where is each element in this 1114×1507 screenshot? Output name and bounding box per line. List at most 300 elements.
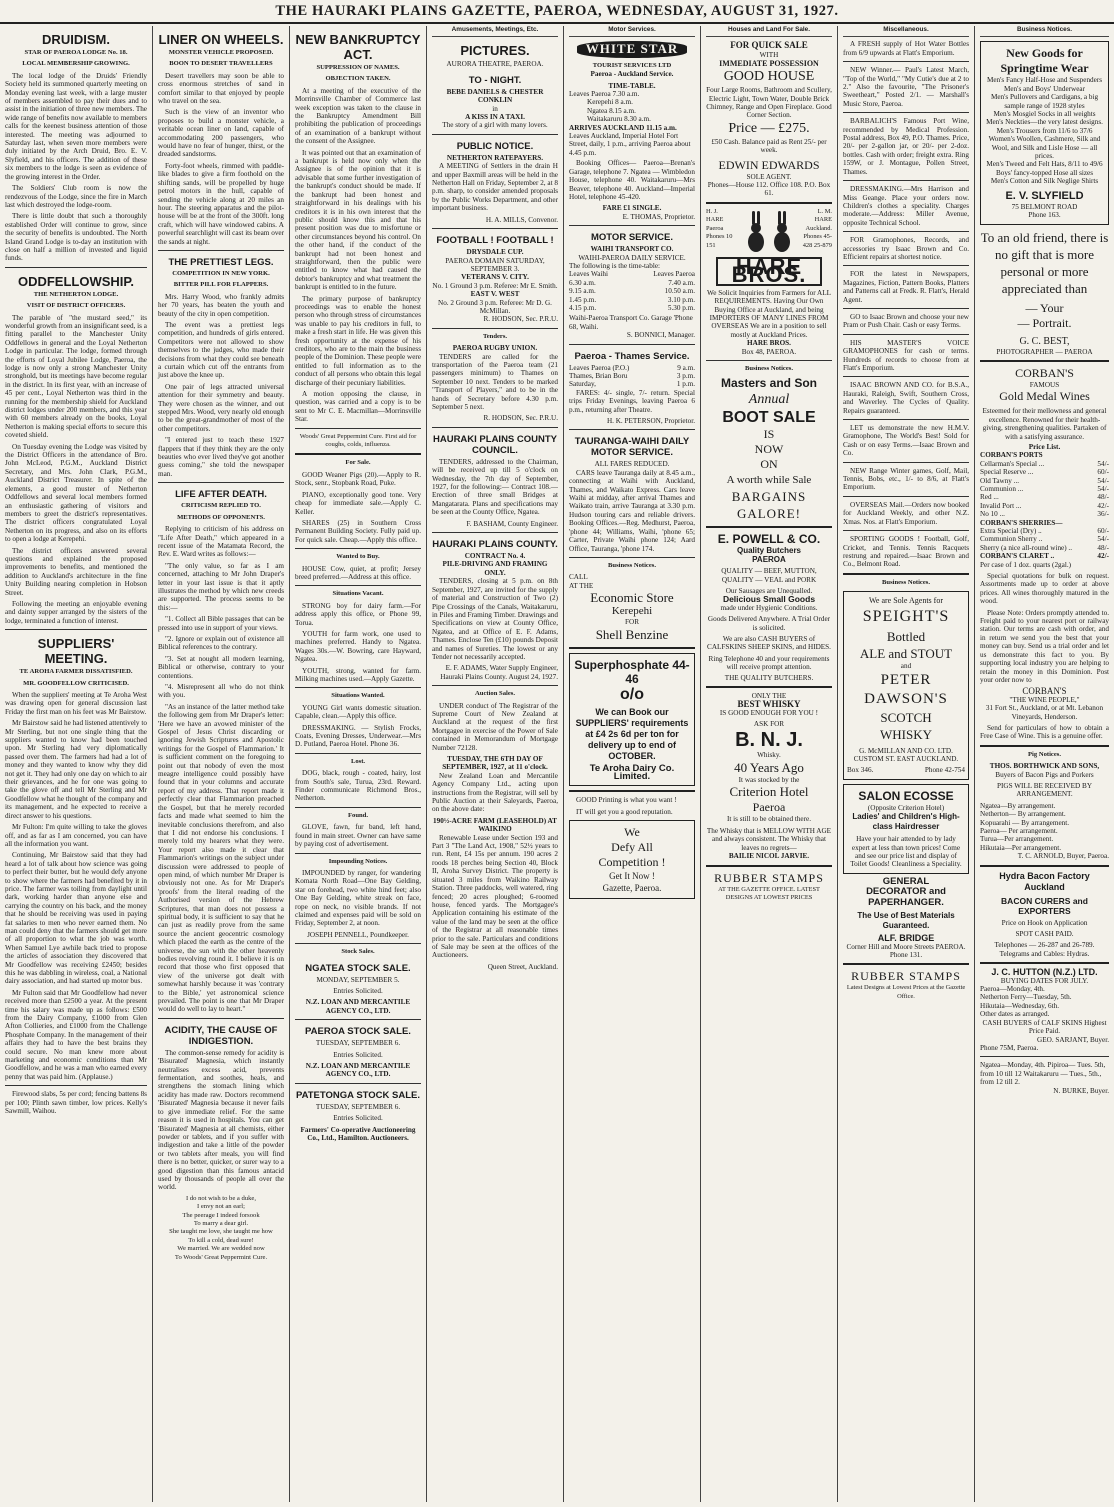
defy-get-it: Get It Now ! [609, 871, 655, 882]
sole-agent: SOLE AGENT. [746, 172, 792, 181]
claret-row: CORBAN'S CLARET .. 42/- [980, 552, 1109, 561]
for-sale-heading: For Sale. [345, 459, 371, 467]
rugby-body: TENDERS are called for the transportation of the Paeroa team (21 passengers minimum) to Thames on September 10 next. Tenders to be marked "Transport of Players," and to be in the hands of Secretary before 4.30 p.m. September 5 next. [432, 352, 558, 411]
materials: The Use of Best Materials Guaranteed. [857, 911, 955, 931]
agent-name: EDWIN EDWARDS [718, 157, 820, 172]
goods-item: Boys' fancy-topped Hose all sizes [995, 168, 1094, 177]
found-item: GLOVE, fawn, fur band, left hand, found in main street. Owner can have same by paying cost of advertisement. [295, 823, 421, 849]
legs-title: THE PRETTIEST LEGS. [168, 256, 274, 268]
boot-on: ON [760, 457, 778, 472]
borthwick: THOS. BORTHWICK AND SONS, [989, 762, 1100, 771]
corbans: CORBAN'S [1022, 686, 1067, 697]
match-1: VETERANS V. CITY. [461, 273, 529, 282]
netherton-body: A MEETING of Settlers in the drain H and upper Baxmill areas will be held in the Netherton Hall on Friday, September 2, at 8 p.m. sharp, to consider amended proposals by the Public Works Department, and other important business. [432, 162, 558, 213]
agent-phones: Phones—House 112. Office 108. P.O. Box 61. [707, 181, 831, 198]
timetable-line: Kerepehi 8 a.m. [587, 98, 633, 107]
public-notice-title: PUBLIC NOTICE. [456, 140, 534, 152]
stock-sale-date: MONDAY, SEPTEMBER 5. [316, 975, 400, 984]
county2-title: HAURAKI PLAINS COUNTY. [432, 539, 558, 551]
vacant-heading: Situations Vacant. [332, 590, 384, 598]
tenders-heading: Tenders. [482, 332, 508, 340]
odd-para-1: The parable of "the mustard seed," its wonderful growth from an insignificant seed, is a fitting parallel to the Manchester Unity Oddfellows in general and the Loyal Netherton Lodge in particular. The lodge, formed through the efforts of Loyal Jubilee Lodge, Paeroa, the lodge is now only a strong Manchester Unity stronghold, but its meetings have become regular in the district. In its first year, with an increase of 45 per cent., Loyal Netherton was third in the running for the membership shield for Auckland district lodges under 200 members, and this year with 60 members already on the books, Loyal Netherton is making special efforts to secure this coveted shield. [5, 313, 147, 440]
powell-sausages: Our Sausages are Unequalled. [725, 586, 813, 595]
waihi-times-header [569, 270, 695, 278]
stock-sale-agent: Farmers' Co-operative Auctioneering Co., Ltd., Hamilton. Auctioneers. [300, 1125, 416, 1143]
netherton-signature: H. A. MILLS, Convenor. [485, 215, 558, 224]
legs-para-4: "I entered just to teach these 1927 flappers that if they think they are the only beauties who ever lived they've got another guess coming," she told the newspaper man. [158, 436, 284, 478]
slyfield-address: 75 BELMONT ROAD [1011, 202, 1078, 211]
superphosphate-body: We can Book our SUPPLIERS' requirements at £4 2s 6d per ton for delivery up to end of OCTOBER. [575, 706, 689, 761]
corban-title: CORBAN'S [1015, 365, 1074, 380]
powell-delivered: Goods Delivered Anywhere. A Trial Order is solicited. [707, 615, 831, 632]
defy-all: Defy All [611, 840, 653, 855]
poem [158, 1195, 284, 1262]
port-row: Special Reserve ... 60/- [980, 468, 1109, 477]
business-notices-heading: Business Notices. [745, 364, 793, 372]
sherry-row: Communion Sherry .. 54/- [980, 535, 1109, 544]
bridge-phone: Phone 131. [889, 951, 923, 959]
best-whisky: BEST WHISKY [737, 699, 801, 710]
mellow-whisky: The Whisky that is MELLOW WITH AGE and always consistent. The Whisky that leaves no regrets— [706, 826, 832, 852]
misc-item: FOR Gramophones, Records, and accessories try Isaac Brown and Co. Efficient repairs at shortest notice. [843, 236, 969, 261]
poem-line: To marry a dear girl. [193, 1219, 249, 1227]
firewood-ad: Firewood slabs, 5s per cord; fencing battens 8s per 100; Plinth sawn timber, low prices. Kelly's Sawmill, Waihou. [5, 1090, 147, 1116]
farm-title: 190½-ACRE FARM (LEASEHOLD) AT WAIKINO [433, 816, 557, 834]
house-price: Price — £275. [728, 120, 810, 136]
bacon-curers: BACON CURERS and EXPORTERS [1001, 895, 1088, 916]
ports-heading: CORBAN'S PORTS [980, 451, 1043, 460]
acidity-para: The common-sense remedy for acidity is 'Bisurated' Magnesia, which instantly neutralises excess acid, prevents fermentation, and soothes, heals, and strengthens the stomach lining which acidity has made raw. Doctors recommend 'Bisurated' Magnesia because it never fails to give immediate relief. For the same reason it is used in hospitals. You can get 'Bisurated' Magnesia at all chemists, either powder or tablets, and if you suffer with indigestion and take a little of the powder or two tablets after meals, you will find there is no better, quicker, or surer way to a good digestion than this famous antacid used by thousands of people all over the world. [158, 1048, 284, 1192]
goods-item: Women's Woollen, Cashmere, Silk and Wool, and Silk and Lisle Hose — all prices. [988, 135, 1101, 161]
life-para-7: "As an instance of the latter method take the following gem from Mr Draper's letter: 'Here we have an avowed minister of the Gospel of Jesus Christ discarding or ignoring Jewish Scriptures and Apostolic writings for the Gospel of Flammarion.' It is sufficient comment on the foregoing to point out that nobody of even the most meagre intelligence could possibly have found that in your columns and accurate report of my address. That report made it perfectly clear that Flammarion preached the Gospel, but that he merely recorded facts and made what seemed to him the inevitable conclusions therefrom, and also that I did not endorse his conclusions. I merely told my hearers what they were. Your report also made it clear that Flammarion's writings on the subject under discussion were addressed to people of open mind, of which number Mr Draper is obviously not one. As for Mr Draper's 'proofs' from the literal reading of the Authorised version of the Hebrew Scriptures, that man does not possess a spiritual body, it is sufficient to say that he can just as readily prove from the same source the ancient geocentric cosmology which placed the earth as the centre of the universe, the sun with the other heavenly bodies revolving round it. I believe it is on record that those who first opposed that view of the universe got dealt with somewhat harshly because it was 'contrary to the Bible,' yet astronomical science prevailed. The point is one that Mr Draper would do well to lay to heart." [158, 702, 284, 1014]
stock-sale-agent: N.Z. LOAN AND MERCANTILE AGENCY CO., LTD. [305, 998, 411, 1015]
rubber-stamps-sub: AT THE GAZETTE OFFICE. LATEST DESIGNS AT LOWEST PRICES [718, 885, 820, 901]
booking-offices: Booking Offices— Paeroa—Brenan's Garage, telephone 7. Ngatea — Wimbledon House, telephone 40. Waitakaruru—Mrs Beaver, telephone 40. Auckland—Imperial Hotel, telephone 45-420. [569, 159, 695, 201]
white-star-signature: E. THOMAS, Proprietor. [622, 212, 695, 221]
misc-item: FOR the latest in Newspapers, Magazines, Fiction, Pattern Books, Platters and Patterns call at Fredk. R. Flatt's, Herald Agent. [843, 270, 969, 304]
waihi-time-row: 6.30 a.m. 7.40 a.m. [569, 278, 695, 287]
powell-butchers: Quality Butchers [736, 546, 801, 556]
powell-ring: Ring Telephone 40 and your requirements will receive prompt attention. [708, 654, 830, 672]
timetable-line: ARRIVES AUCKLAND 11.15 a.m. [569, 123, 677, 132]
column-3 [289, 26, 426, 1502]
suppliers-sub: TE AROHA FARMER DISSATISFIED. [19, 668, 133, 676]
for-label: FOR [625, 618, 639, 627]
stock-sale-entries: Entries Solicited. [333, 986, 383, 995]
thames-time-row: Leaves Paeroa (P.O.) 9 a.m. [569, 363, 695, 372]
life-para-2: "The only value, so far as I am concerned, attaching to Mr John Draper's letter in your last issue is that it aptly illustrates the method by which new creeds are supported. The process seems to be this:— [158, 561, 284, 612]
per-case: Per case of 1 doz. quarts (2gal.) [980, 560, 1072, 569]
vacant-item: YOUTH for farm work, one used to machines preferred. Handy to Ngatea. Wages 30s.—W. Bowring, care Hayward, Ngatea. [295, 629, 421, 664]
good-printing: GOOD Printing is what you want ! [576, 796, 677, 805]
your: — Your [1025, 300, 1064, 315]
hare-box: Box 48, PAEROA. [741, 347, 797, 356]
boot-is: IS [763, 427, 775, 442]
defy-gazette: Gazette, Paeroa. [602, 883, 662, 894]
stock-sale-entries: Entries Solicited. [333, 1114, 383, 1123]
criterion-hotel: Criterion Hotel [729, 784, 809, 800]
good-house: GOOD HOUSE [723, 69, 815, 85]
mcmillan-phone: Phone 42-754 [924, 766, 965, 775]
misc-item: OVERSEAS Mail.—Orders now booked for Auckland Weekly, and other N.Z. Xmas. Nos. at Flatt's Emporium. [843, 500, 969, 526]
waihi-transport-co: WAIHI TRANSPORT CO. [590, 245, 674, 254]
salon-ladies: Ladies' and Children's High-class Hairdresser [852, 812, 960, 832]
masthead: THE HAURAKI PLAINS GAZETTE, PAEROA, WEDNESDAY, AUGUST 31, 1927. [0, 0, 1114, 24]
supp-para-1: When the suppliers' meeting at Te Aroha West was drawing open for general discussion last Friday the first man on his feet was Mr Bairstow. [5, 691, 147, 716]
buying-dates: BUYING DATES FOR JULY. [1000, 976, 1089, 985]
liner-sub: MONSTER VEHICLE PROPOSED. [168, 49, 274, 56]
situation-item: DRESSMAKING. — Stylish Frocks, Coats, Evening Dresses, Underwear.—Mrs D. Putland, Paeroa Hotel. Phone 36. [295, 723, 421, 749]
rubber-stamps: RUBBER STAMPS [714, 870, 824, 885]
stocked-by: It was stocked by the [738, 776, 800, 785]
pigs-received: PIGS WILL BE RECEIVED BY ARRANGEMENT. [996, 781, 1093, 799]
life-para-4: "2. Ignore or explain out of existence all Biblical references to the contrary. [158, 634, 284, 652]
stock-sale-title: PAEROA STOCK SALE. [305, 1026, 411, 1038]
match-2-details: No. 2 Ground 3 p.m. Referee: Mr D. G. McMillan. [438, 298, 552, 315]
salon-ad [843, 784, 969, 874]
liner-para-2: Such is the view of an inventor who proposes to build a monster vehicle, a veritable ocean liner on land, capable of accommodating 200 passengers, who would have no fear of hunger, thirst, or the dreaded sandstorms. [158, 108, 284, 159]
impounding-signature: JOSEPH PENNELL, Poundkeeper. [307, 930, 409, 939]
film-desc: The story of a girl with many lovers. [442, 121, 548, 130]
powell-smallgoods: Delicious Small Goods [722, 594, 816, 605]
wanted-item: HOUSE Cow, quiet, at profit; Jersey breed preferred.—Address at this office. [295, 564, 421, 581]
salon-ecosse: SALON ECOSSE [858, 788, 954, 803]
dairy-company: Te Aroha Dairy Co. Limited. [589, 762, 675, 782]
match-2: EAST V. WEST [470, 290, 520, 299]
supp-para-4: Continuing, Mr Bairstow said that they had heard a lot of talk about how science was going to perfect their butter, but he would defy anyone to show where the farmers had benefited by it in price. The farmer was toiling from daylight until dark, working harder than anyone else and carrying the country on his back, and the money that he should be receiving was used in paying fat salaries to men who never earned them. No man could deny that the farmers should get more of all proportion to what the job was worth. When Samuel Lye awhile back tried to propose the articles of association they discovered that Mr Goodfellow was receiving £2450; besides this he was dabbling in wireless, coal, a National dairy association, and had started up motor bus. [5, 851, 147, 986]
port-row: Red ... 48/- [980, 493, 1109, 502]
quality-butchers: THE QUALITY BUTCHERS. [724, 673, 814, 682]
waihi-time-row: 1.45 p.m. 3.10 p.m. [569, 295, 695, 304]
waihi-col-head: Leaves Waihi [569, 270, 609, 279]
spot-cash: SPOT CASH PAID. [1015, 930, 1074, 939]
sherry-row: Extra Special (Dry) .. 60/- [980, 527, 1109, 535]
house-terms: £50 Cash. Balance paid as Rent 25/- per week. [711, 137, 827, 155]
misc-item: A FRESH supply of Hot Water Bottles from 6/9 upwards at Flatt's Emporium. [843, 40, 969, 57]
oddfellowship-title: ODDFELLOWSHIP. [17, 273, 135, 289]
sole-agents: We are Sole Agents for [869, 596, 943, 606]
gc-best: G. C. BEST, [1019, 335, 1070, 347]
only-the: ONLY THE [751, 692, 787, 701]
decorator: DECORATOR and PAPERHANGER. [866, 886, 946, 909]
hutton-date: Hikutaia—Wednesday, 6th. [980, 1001, 1059, 1010]
burke: N. BURKE, Buyer. [1053, 1086, 1109, 1095]
poem-line: I do not wish to be a duke, [186, 1194, 256, 1202]
bridge-corner: Corner Hill and Moore Streets PAEROA. [846, 942, 966, 951]
vacant-item: YOUTH, strong, wanted for farm. Milking machines used.—Apply Gazette. [295, 666, 421, 683]
bnj: B. N. J. [735, 728, 803, 751]
odd-para-4: Following the meeting an enjoyable evening and dainty supper arranged by the sisters of the lodge, terminated a function of interest. [5, 599, 147, 625]
rugby-signature: R. HODSON, Sec. P.R.U. [483, 414, 558, 423]
bankruptcy-title: NEW BANKRUPTCY ACT. [295, 32, 421, 62]
amusements-column-head: Amusements, Meetings, Etc. [432, 26, 558, 37]
pig-place: Kopuarahi — By arrangement. [980, 818, 1070, 827]
new-goods: New Goods for Springtime Wear [1000, 46, 1089, 76]
alf-bridge: ALF. BRIDGE [877, 933, 935, 944]
film-title: A KISS IN A TAXI. [465, 113, 525, 122]
hare-right: L. M. HARE Auckland. Phones 45-428 25-879 [802, 207, 832, 249]
wine-people: "THE WINE PEOPLE," [1009, 695, 1080, 704]
timetable-line: Ngatea 8.15 a.m. [587, 106, 636, 115]
rubber-stamps: RUBBER STAMPS [851, 969, 961, 984]
mcmillan-contact [847, 766, 965, 774]
economic-store: Economic Store [590, 590, 674, 606]
general: GENERAL [882, 875, 930, 887]
hare-bros-ad [706, 208, 832, 254]
port-row: Invalid Port ... 42/- [980, 501, 1109, 510]
galore: GALORE! [736, 506, 802, 522]
column-6 [700, 26, 837, 1502]
immediate-possession: IMMEDIATE POSSESSION [719, 58, 819, 68]
timetable-line: Leaves Auckland, Imperial Hotel Fort Street, daily, 1 p.m., arriving Paeroa about 4.45 p.m. [569, 132, 691, 157]
still-obtained: It is still to be obtained there. [726, 815, 812, 824]
legs-sub: COMPETITION IN NEW YORK. [172, 269, 270, 277]
football-signature: R. HODSON, Sec. P.R.U. [483, 315, 558, 324]
bailie: BAILIE NICOL JARVIE. [728, 852, 810, 861]
county-body: TENDERS, addressed to the Chairman, will be received up till 5 o'clock on Wednesday, the 7th day of September, 1927, for the following:— Contract 108.—Erection of three small Bridges at Mangatarata. Plans and specifications may be seen at the County Office, Ngatea. [432, 457, 558, 517]
bank-para-2: It was pointed out that an examination of a bankrupt is held now only when the Assignee is of the opinion that it is advisable that some further investigation of the bankrupt's conduct should be made. If the bankrupt had been honest and straightforward in his dealings with his creditors it is in his own interest that the public should know this and that his present position was due to misfortune or other circumstances beyond his control. On the other hand, if the conduct of the bankrupt had not been honest and straightforward, then the public were entitled to know what had caused the debtor's bankruptcy and what treatment the bankrupt is entitled to in the future. [295, 148, 421, 292]
lost-heading: Lost. [350, 757, 366, 765]
oddfellowship-sub: THE NETHERTON LODGE. [33, 290, 119, 298]
peter: PETER [880, 671, 932, 688]
custom-st: CUSTOM ST. EAST AUCKLAND. [853, 754, 959, 763]
suppliers-title: SUPPLIERS' MEETING. [37, 636, 115, 667]
old-friend: To an old friend, there is no gift that is more personal or more appreciated than [980, 229, 1109, 296]
poem-line: We married. We are wedded now [177, 1245, 265, 1253]
odd-para-3: The district officers answered several questions and explained the proposed improvements to benefits, and mentioned the addition to Auckland's architecture in the fine Unity Building nearing completion in Hobson Street. [5, 546, 147, 597]
white-star-sub: TOURIST SERVICES LTD [592, 61, 672, 69]
speights-ad [843, 591, 969, 780]
slyfield-name: E. V. SLYFIELD [1005, 189, 1084, 202]
stock-sale-title: PATETONGA STOCK SALE. [295, 1089, 421, 1101]
pile-signature: E. F. ADAMS, Water Supply Engineer, Hauraki Plains County. August 24, 1927. [440, 664, 558, 681]
pig-notices-heading: Pig Notices. [1028, 750, 1061, 758]
timetable-title: TIME-TABLE. [608, 81, 656, 90]
waihi-signature: S. BONNICI, Manager. [626, 331, 695, 340]
sarjant: GEO. SARJANT, Buyer. [1037, 1035, 1109, 1044]
powell-hygienic: made under Hygienic Conditions. [720, 603, 818, 612]
superphosphate-percent: o/o [620, 685, 644, 703]
boot-now: NOW [754, 442, 784, 457]
life-sub: CRITICISM REPLIED TO. [181, 502, 261, 510]
corban-famous: FAMOUS [1029, 380, 1060, 389]
vacant-item: STRONG boy for dairy farm.—For address apply this office, or Phone 99, Torua. [295, 601, 421, 627]
goods-item: Men's Cotton and Silk Neglige Shirts [990, 177, 1099, 186]
auction-body: UNDER conduct of The Registrar of the Supreme Court of New Zealand at Auckland at the request of the first Mortgagee in exercise of the Power of Sale contained in Memorandum of Mortgage Number 72128. [432, 701, 558, 752]
match-1-details: No. 1 Ground 3 p.m. Referee: Mr E. Smith. [432, 281, 558, 290]
price-list: Price List. [1028, 442, 1061, 451]
fare: FARE £1 SINGLE. [602, 204, 662, 213]
suppliers-sub2: MR. GOODFELLOW CRITICISED. [23, 679, 129, 687]
quick-sale: FOR QUICK SALE [730, 40, 808, 51]
poem-line: I envy not an earl; [197, 1203, 245, 1211]
misc-item: BARBALICH'S Famous Port Wine, recommended by Medical Profession. Postal address, Box 49, P.O. Thames. Price, 20/- per 2-gallon jar, or 20/- per 2-doz. bottles. Cash with order; freight extra. Ring 159W, or J. Montague, Pollen Street, Thames. [843, 117, 969, 176]
port-row: Cellarman's Special ... 54/- [980, 459, 1109, 468]
stock-sale-title: NGATEA STOCK SALE. [305, 962, 411, 974]
hare-left: H. J. HARE Paeroa Phones 10 151 [706, 207, 733, 249]
dawsons: DAWSON'S [864, 690, 948, 707]
superphosphate-title: Superphosphate 44-46 [574, 657, 690, 686]
stock-sale-date: TUESDAY, SEPTEMBER 6. [315, 1039, 401, 1048]
misc-item: DRESSMAKING.—Mrs Harrison and Miss Geange. Place your orders now. Children's clothes a speciality. Charges moderate.—Address: Miller Avenue, opposite Technical School. [843, 185, 969, 227]
sherries-heading: CORBAN'S SHERRIES— [980, 518, 1063, 527]
pig-place: Hikutaia—Per arrangement. [980, 843, 1062, 852]
thames-signature: H. K. PETERSON, Proprietor. [606, 417, 695, 426]
defy-we: We [624, 825, 640, 840]
mcmillan: G. McMILLAN AND CO. LTD. [859, 746, 953, 755]
column-1 [0, 26, 152, 1502]
oddfellowship-sub2: VISIT OF DISTRICT OFFICERS. [26, 302, 126, 310]
situations-wanted-heading: Situations Wanted. [331, 692, 385, 700]
supp-para-3: Mr Fulton: I'm quite willing to take the gloves off, and as far as I am concerned, you can have all the information you want. [5, 823, 147, 848]
tonight: TO - NIGHT. [468, 74, 522, 86]
shell-benzine: Shell Benzine [595, 626, 669, 642]
druidism-sub: STAR OF PAEROA LODGE No. 18. [24, 49, 128, 56]
legs-para-1: Mrs. Harry Wood, who frankly admits her 70 years, has beaten the youth and beauty of the city in open competition. [158, 292, 284, 318]
thames-time-row: Thames, Brian Boru 3 p.m. [569, 372, 695, 380]
bottled: Bottled [886, 629, 926, 645]
houses-column-head: Houses and Land For Sale. [706, 26, 832, 37]
rubber-stamps-sub: Latest Designs at Lowest Prices at the Gazette Office. [846, 984, 966, 1000]
theatre-name: AURORA THEATRE, PAEROA. [446, 60, 544, 69]
pile-driving: PILE-DRIVING AND FRAMING ONLY. [442, 560, 548, 577]
misc-item: LET us demonstrate the new H.M.V. Gramophone, The World's Best! Sold for Cash or on easy Terms.—Isaac Brown and Co. [843, 424, 969, 458]
motor-column-head: Motor Services. [569, 26, 695, 37]
criterion-paeroa: Paeroa [752, 800, 786, 815]
hare-bros-logo: HARE BROS. [716, 257, 822, 286]
druidism-title: DRUIDISM. [42, 32, 110, 47]
white-star-route: Paeroa - Auckland Service. [590, 70, 674, 79]
powell-buyers: We are also CASH BUYERS of CALFSKINS SHEEP SKINS, and HIDES. [707, 635, 831, 652]
bankruptcy-sub2: OBJECTION TAKEN. [325, 75, 391, 83]
column-7 [837, 26, 974, 1502]
life-para-6: "4. Misrepresent all who do not think with you. [158, 683, 284, 700]
bnj-whisky: Whisky. [757, 750, 781, 759]
acidity-title: ACIDITY, THE CAUSE OF INDIGESTION. [164, 1024, 278, 1047]
powell-name: E. POWELL & CO. [717, 532, 821, 547]
misc-item: SPORTING GOODS ! Football, Golf, Cricket, and Tennis. Tennis Racquets restrung and repaired.—Isaac Brown and Co., Belmont Road. [843, 535, 969, 569]
column-4 [426, 26, 563, 1502]
good-reputation: IT will get you a good reputation. [576, 807, 673, 816]
misc-item: NEW Winner.— Paul's Latest March, "Top of the World," "My Cutie's due at 2 to 2." Also the favourite, "The Prisoner's Sweetheart," Posted 2/1. — Marshall's Music Store, Paeroa. [843, 66, 969, 108]
timetable-line: Waitakaruru 8.30 a.m. [587, 115, 651, 124]
waihi-time-row: 4.15 p.m. 5.30 p.m. [569, 303, 695, 312]
port-row: Communion ... 54/- [980, 484, 1109, 493]
poem-line: She taught me love, she taught me how [169, 1228, 273, 1236]
county-title: HAURAKI PLAINS COUNTY COUNCIL. [432, 433, 558, 456]
slyfield-ad [980, 41, 1109, 224]
arnold: T. C. ARNOLD, Buyer, Paeroa. [1017, 852, 1109, 861]
bank-para-4: A motion opposing the clause, in question, was carried and a copy is to be sent to Mr C. E. Macmillan—Morrinsville Star. [295, 390, 421, 424]
supp-para-2: Mr Bairstow said he had listened attentively to Mr Sterling, but not one single thing that the suppliers wanted to know had been touched upon. Mr Sterling had very diplomatically passed over them. The farmers had had a lot of money and they wanted to know why they did not get it. They had only one day on which to air their grievances, and he for one was going to take the glove off and tell Mr Sterling and Mr Goodfellow what he thought of the company and its management, and he expected to receive a direct answer to his questions. [5, 719, 147, 820]
found-heading: Found. [348, 811, 368, 819]
corban-quotations: Special quotations for bulk on request. Assortments made up to order at above prices. All wines thoroughly matured in the wood. [980, 572, 1109, 606]
goods-item: Men's Tweed and Felt Hats, 8/11 to 49/6 [986, 160, 1103, 169]
farm-signature: Queen Street, Auckland. [487, 962, 558, 971]
impounding-heading: Impounding Notices. [328, 857, 388, 865]
stock-sale-entries: Entries Solicited. [333, 1050, 383, 1059]
misc-item: ISAAC BROWN AND CO. for B.S.A., Hauraki, Raleigh, Swift, Southern Cross, and Waverley. The Cycles of Quality. Repairs guaranteed. [843, 381, 969, 415]
boot-sale: BOOT SALE [722, 409, 816, 427]
rugby-union: PAEROA RUGBY UNION. [452, 344, 538, 353]
goods-item: Men's Neckties—the very latest designs. [986, 118, 1103, 127]
bank-para-3: The primary purpose of bankruptcy proceedings was to enable the honest person who through stress of circumstances was unable to pay his creditors in full, to make a fresh start in life. He was given this fresh opportunity at the expense of his creditors, who are to the main the business people of the Dominion. These people were entitled to full information as to the conduct of all persons who obtain this legal discharge of their pecuniary liabilities. [295, 294, 421, 387]
farm-body: Renewable Lease under Section 193 and Part 3 "The Land Act, 1908," 52½ years to run. Rent, £4 15s per annum. 190 acres 2 roods 18 perches being Section 40, Block II, Aroha Survey District. The property is situated 3 miles from Waikino Railway Station. Three paddocks, well watered, ring fenced; 20 acres ploughed; 6-roomed house, fenced yards. The Mortgagee's Application containing his estimate of the value of the land may be seen at the office of the Registrar at all reasonable times prior to the sale. Particulars and conditions of Sale may be seen at the offices of the Auctioneers. [432, 833, 558, 960]
druidism-para-3: There is little doubt that such a thoroughly established Order will continue to grow, since the security of benefits is undoubted. The North Island Grand Lodge is to-day an institution with close on half a million of invested and liquid funds. [5, 212, 147, 263]
free-case: Send for particulars of how to obtain a Free Case of Wine. This is a genuine offer. [980, 723, 1109, 741]
waihi-motor-service: MOTOR SERVICE. [591, 232, 673, 244]
defy-competition: Competition ! [598, 855, 666, 870]
masters-and-son: Masters and Son [720, 376, 818, 391]
photographer: PHOTOGRAPHER — PAEROA [996, 347, 1093, 356]
stock-sales-heading: Stock Sales. [341, 948, 375, 956]
column-2 [152, 26, 289, 1502]
kerepehi: Kerepehi [611, 605, 653, 618]
situation-item: YOUNG Girl wants domestic situation. Capable, clean.—Apply this office. [295, 703, 421, 721]
defy-ad [569, 820, 695, 899]
life-sub2: METHODS OF OPPONENTS. [177, 513, 265, 521]
price-on-hook: Price on Hook on Application [1001, 918, 1088, 927]
other-dates: Other dates as arranged. [980, 1010, 1050, 1019]
ask-for: ASK FOR [753, 720, 785, 729]
auction-heading: Auction Sales. [475, 690, 515, 698]
call-at: CALL [569, 573, 588, 582]
hutton-date: Paeroa—Monday, 4th. [980, 985, 1045, 994]
phone-75m: Phone 75M, Paeroa. [980, 1043, 1039, 1052]
powell-paeroa: PAEROA [752, 554, 786, 564]
odd-para-2: On Tuesday evening the Lodge was visited by the District Officers in the attendance of Bro. John McLeod, P.G.M., Auckland District Secretary, and Mrs. John Clark, P.G.M., Auckland District Treasurer. In spite of the elements, a good muster of Netherton Oddfellows and several local members formed an enthusiastic gathering of visitors and members to greet the district's representatives. The district officers congratulated Loyal Netherton on its progress, and also on its efforts to open a lodge at Kerepehi. [5, 442, 147, 544]
for-sale-item: PIANO, exceptionally good tone. Very cheap for immediate sale.—Apply C. Keller. [295, 490, 421, 516]
hare-signature: HARE BROS. [747, 339, 791, 348]
misc-item: NEW Range Winter games, Golf, Mail, Tennis, Bobs, etc., 1/- to 8/6, at Flatt's Emporium. [843, 466, 969, 492]
portrait: — Portrait. [1017, 315, 1072, 330]
impounding-item: IMPOUNDED by ranger, for wandering Komata North Road—One Bay Gelding, star on forehead, two white hind feet; also One Bay Gelding, white streak on face, rope on neck, no visible brands. If not claimed and expenses paid will be sold on Friday, September 2, at noon. [295, 868, 421, 928]
thames-time-row: Saturday, 1 p.m. [569, 380, 695, 389]
liner-para-1: Desert travellers may soon be able to cross enormous stretches of sand in comfort similar to that enjoyed by people who travel on the sea. [158, 71, 284, 106]
tauranga-sub: ALL FARES REDUCED. [594, 460, 670, 469]
county-signature: F. BASHAM, County Engineer. [466, 519, 558, 528]
thames-fares: FARES: 4/- single, 7/- return. Special trips Friday Evenings, leaving Paeroa 6 p.m., returning after Theatre. [569, 388, 695, 414]
hutton-date: Netherton Ferry—Tuesday, 5th. [980, 993, 1072, 1002]
with-label: WITH [759, 51, 779, 60]
life-para-5: "3. Set at nought all modern learning, Biblical or otherwise, contrary to your contentions. [158, 654, 284, 680]
life-para-3: "1. Collect all Bible passages that can be pressed into use in support of your views. [158, 615, 284, 632]
misc-column-head: Miscellaneous. [843, 26, 969, 37]
pictures-title: PICTURES. [460, 43, 530, 59]
film-in: in [492, 104, 498, 113]
hutton: J. C. HUTTON (N.Z.) LTD. [991, 967, 1098, 978]
pig-place: Turua—Per arrangement. [980, 835, 1054, 844]
goods-item: Men's Pullovers and Cardigans, a big sample range of 1928 styles [990, 93, 1099, 110]
hare-body: We Solicit Inquiries from Farmers for ALL REQUIREMENTS. Having Our Own Buying Office at Auckland, and being IMPORTERS OF MANY LINES FROM OVERSEAS We are in a position to sell mostly at Auckland Prices. [707, 288, 831, 339]
legs-sub2: BITTER PILL FOR FLAPPERS. [173, 281, 269, 289]
stock-sale-date: TUESDAY, SEPTEMBER 6. [315, 1102, 401, 1111]
corban-esteemed: Esteemed for their mellowness and general excellence. Renowned for their health-giving, strengthening qualities. Partaken of with a satisfying assurance. [982, 407, 1107, 441]
borthwick-buyers: Buyers of Bacon Pigs and Porkers [995, 770, 1094, 779]
whisky: WHISKY [880, 726, 932, 742]
salon-opposite: (Opposite Criterion Hotel) [867, 803, 945, 812]
business-notices-heading: Business Notices. [882, 578, 930, 586]
druidism-sub2: LOCAL MEMBERSHIP GROWING. [22, 60, 130, 68]
life-para-1: Replying to criticism of his address on "Life After Death," which appeared in a recent issue of the Matamata Record, the Rev. E. Ward writes as follows:— [158, 525, 284, 559]
liner-title: LINER ON WHEELS. [158, 32, 284, 47]
corban-address: 31 Fort St., Auckland, or at Mt. Lebanon Vineyards, Henderson. [985, 704, 1104, 721]
rabbits-icon [741, 208, 797, 254]
legs-para-2: The event was a prettiest legs competition, and hundreds of girls entered. Competitors were not allowed to show themselves to the judges, who made their decisions from what they could see beneath a curtain which cut off the entrants from just above the knee up. [158, 320, 284, 380]
corban-please: Please Note: Orders promptly attended to. Freight paid to your nearest port or railway station. Our terms are cash with order, and in return we send you the best that your money can buy. Send us a trial order and let us demonstrate this fact to you. By supporting local industry you are helping to retain the money in this Dominion. Post your order now to [980, 608, 1109, 684]
wanted-heading: Wanted to Buy. [336, 553, 380, 561]
at-the: AT THE [569, 581, 594, 590]
